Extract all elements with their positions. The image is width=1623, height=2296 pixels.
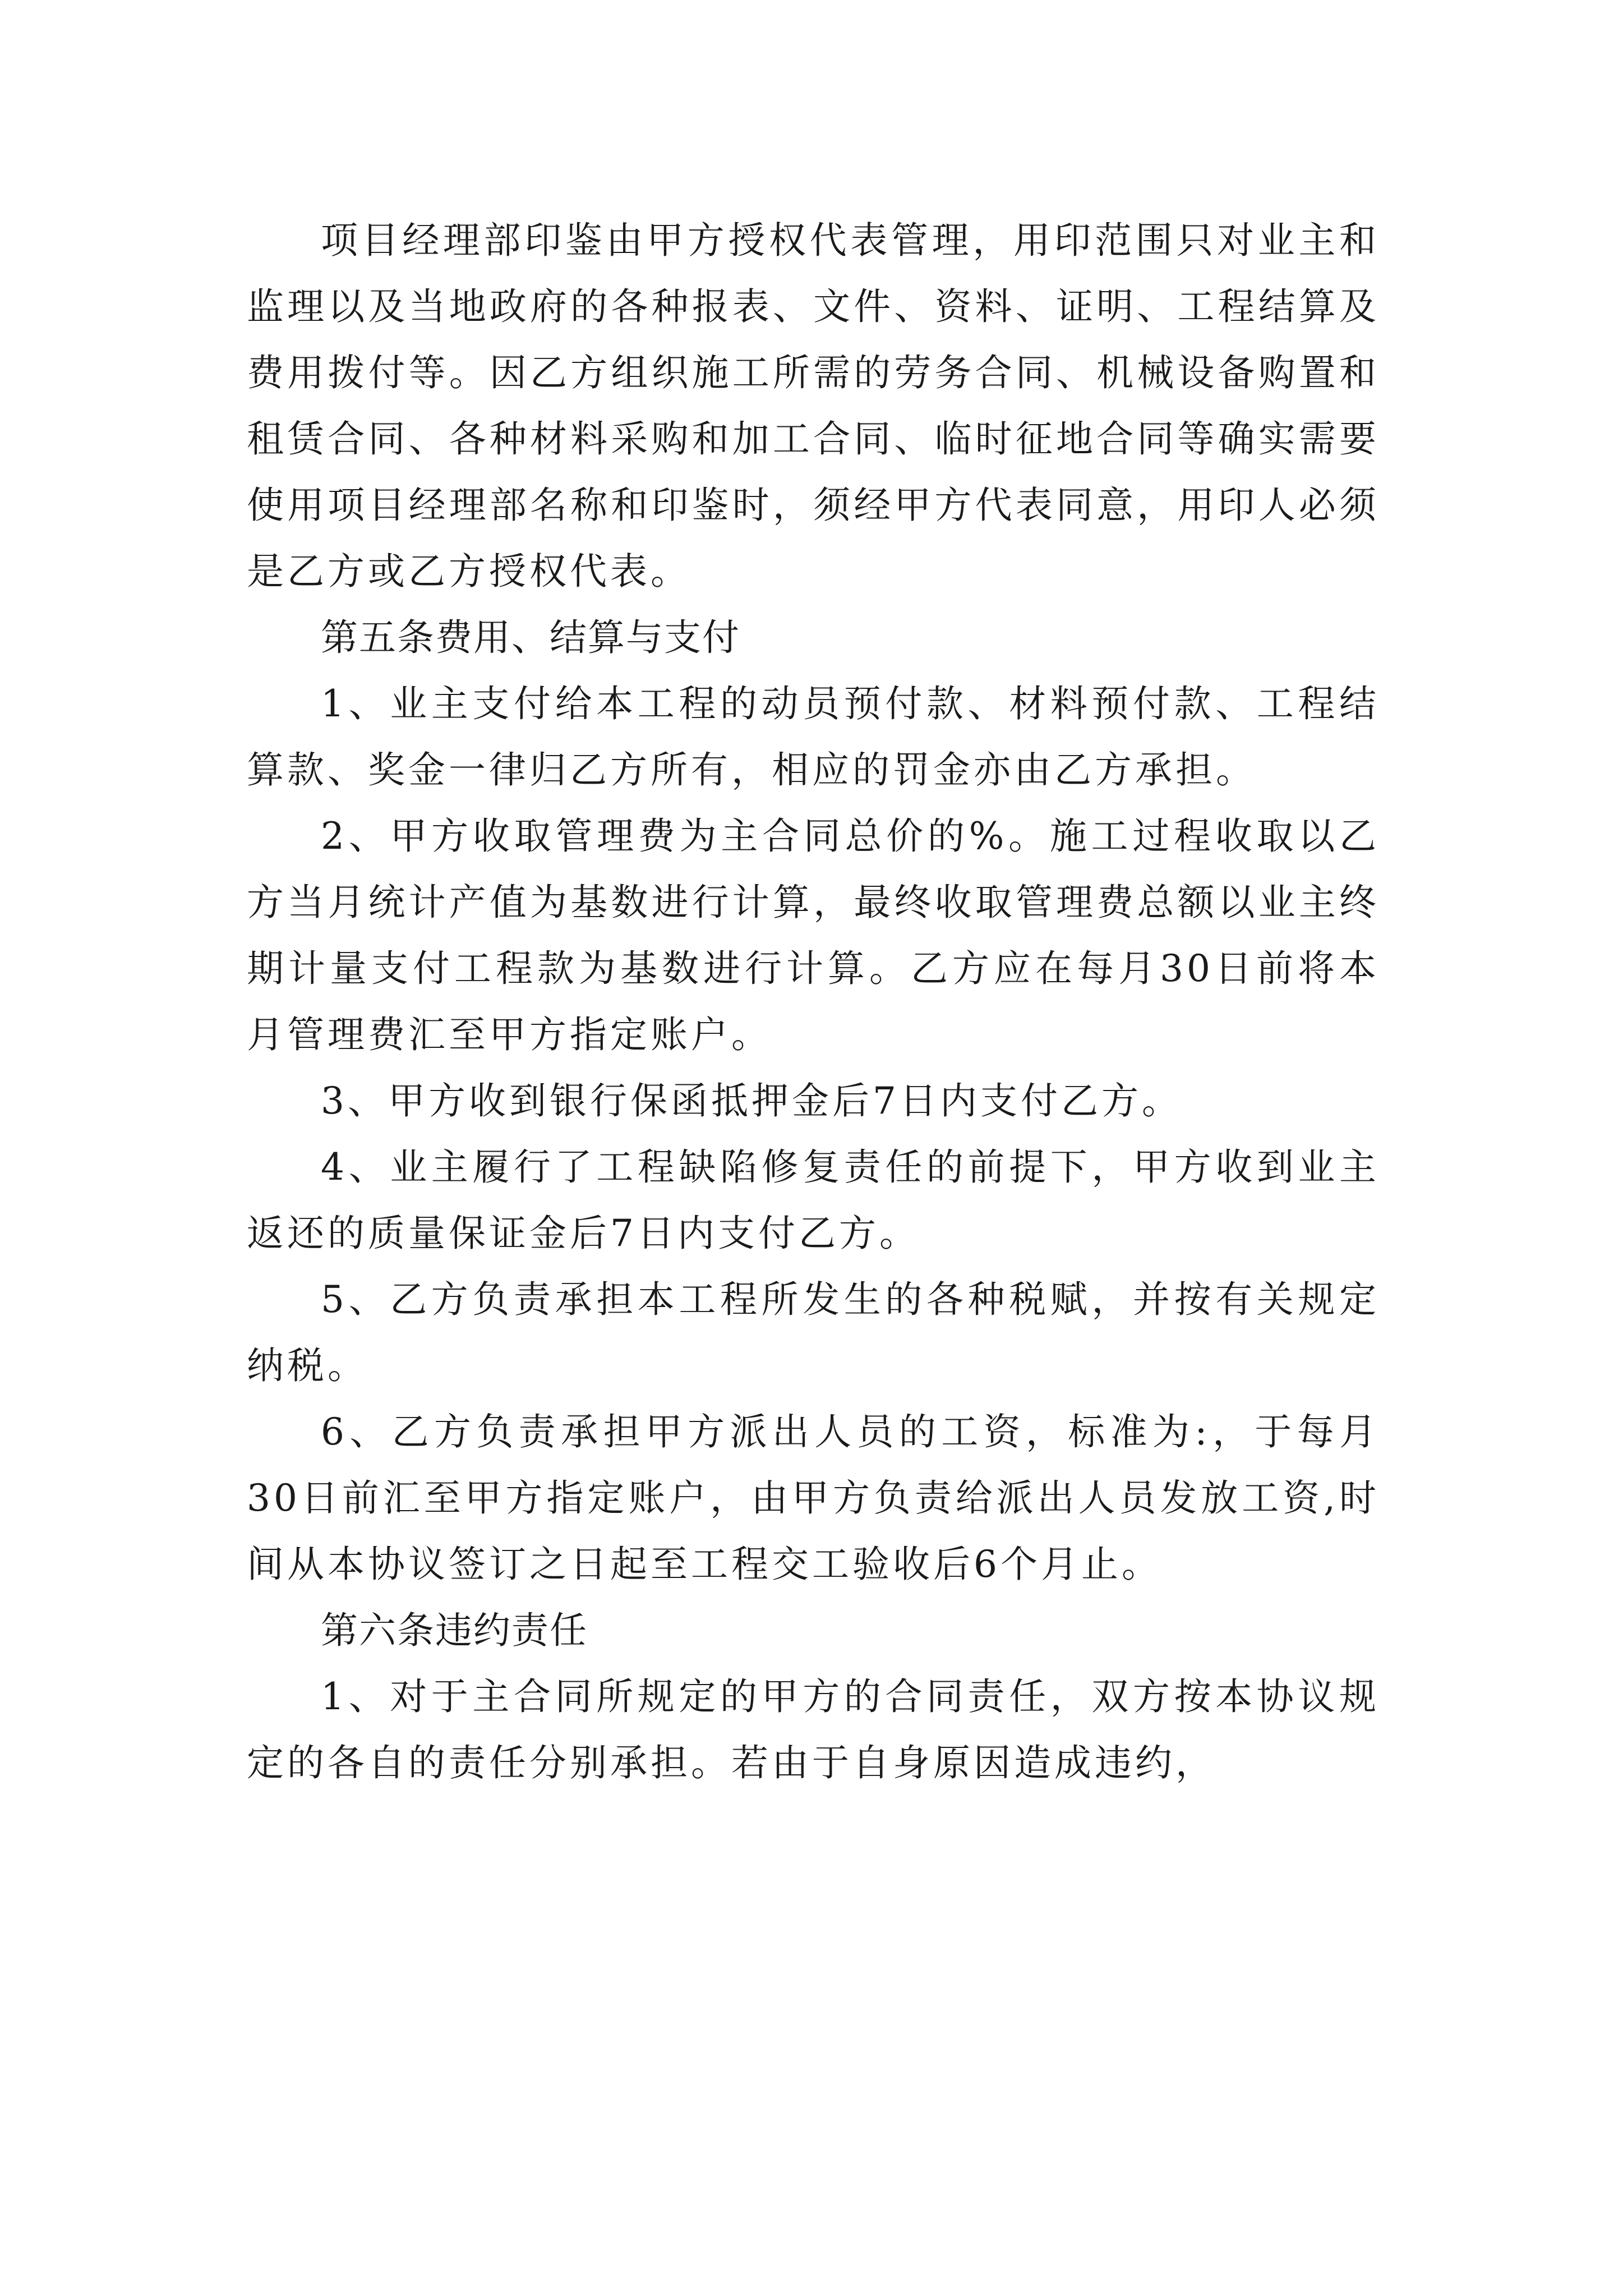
paragraph-article-5-item-4: 4、业主履行了工程缺陷修复责任的前提下，甲方收到业主返还的质量保证金后7日内支付乙方。	[247, 1145, 1380, 1255]
paragraph-article-5-item-5: 5、乙方负责承担本工程所发生的各种税赋，并按有关规定纳税。	[247, 1278, 1380, 1387]
paragraph-article-6-item-1: 1、对于主合同所规定的甲方的合同责任，双方按本协议规定的各自的责任分别承担。若由于自身原因造成违约，	[247, 1675, 1380, 1784]
document-body	[247, 208, 1380, 1796]
paragraph-article-5-item-3: 3、甲方收到银行保函抵押金后7日内支付乙方。	[321, 1079, 1182, 1122]
paragraph-article-5-item-6: 6、乙方负责承担甲方派出人员的工资，标准为:，于每月30日前汇至甲方指定账户，由甲方负责给派出人员发放工资,时间从本协议签订之日起至工程交工验收后6个月止。	[247, 1410, 1380, 1586]
paragraph-seal-management: 项目经理部印鉴由甲方授权代表管理，用印范围只对业主和监理以及当地政府的各种报表、文件、资料、证明、工程结算及费用拨付等。因乙方组织施工所需的劳务合同、机械设备购置和租赁合同、各种材料采购和加工合同、临时征地合同等确实需要使用项目经理部名称和印鉴时，须经甲方代表同意，用印人必须是乙方或乙方授权代表。	[247, 219, 1380, 593]
heading-article-6: 第六条违约责任	[321, 1609, 588, 1652]
heading-article-5: 第五条费用、结算与支付	[321, 616, 740, 659]
paragraph-article-5-item-2: 2、甲方收取管理费为主合同总价的%。施工过程收取以乙方当月统计产值为基数进行计算，最终收取管理费总额以业主终期计量支付工程款为基数进行计算。乙方应在每月30日前将本月管理费汇至甲方指定账户。	[247, 815, 1380, 1056]
paragraph-article-5-item-1: 1、业主支付给本工程的动员预付款、材料预付款、工程结算款、奖金一律归乙方所有，相应的罚金亦由乙方承担。	[247, 682, 1380, 792]
